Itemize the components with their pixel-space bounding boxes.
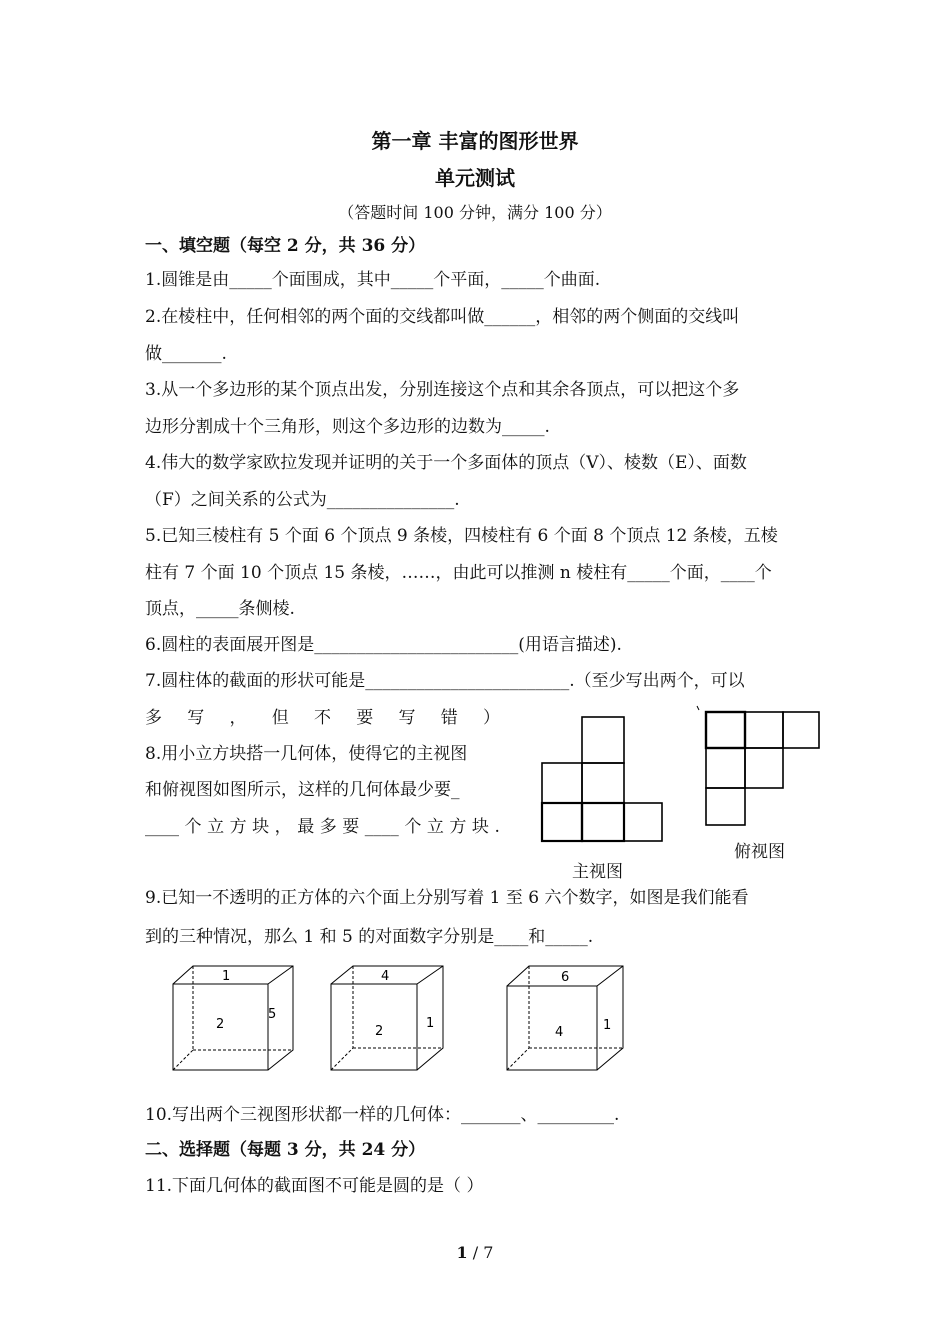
section-heading-fill-in: 一、填空题（每空 2 分，共 36 分） — [145, 236, 426, 256]
front-view-cell — [582, 717, 624, 763]
question-8-line-2: 和俯视图如图所示，这样的几何体最少要_ — [145, 780, 460, 800]
cube-3-front-number: 4 — [555, 1025, 564, 1040]
cube-1-top-number: 1 — [222, 969, 231, 984]
cube-hidden-edge — [507, 1048, 529, 1070]
cube-figure-3 — [503, 962, 638, 1074]
cube-hidden-edge — [173, 1050, 193, 1070]
question-6: 6.圆柱的表面展开图是________________________(用语言描述). — [145, 635, 622, 655]
cube-figure-1 — [165, 962, 300, 1074]
page-number: 1 / 7 — [456, 1243, 494, 1262]
question-11: 11.下面几何体的截面图不可能是圆的是（ ） — [145, 1176, 484, 1196]
question-7-line-1: 7.圆柱体的截面的形状可能是________________________.（至少写出两个，可以 — [145, 671, 745, 691]
cube-1-front-number: 2 — [216, 1017, 225, 1032]
cube-3-side-number: 1 — [603, 1018, 612, 1033]
question-2-line-2: 做_______. — [145, 344, 227, 364]
question-7-line-2: 多 写 ， 但 不 要 写 错 ） — [145, 708, 500, 728]
front-view-cell — [582, 803, 624, 841]
cube-front-face — [331, 984, 417, 1070]
top-view-cell — [706, 748, 745, 788]
question-8-line-1: 8.用小立方块搭一几何体，使得它的主视图 — [145, 744, 468, 764]
section-heading-multiple-choice: 二、选择题（每题 3 分，共 24 分） — [145, 1140, 426, 1160]
top-view-cell — [783, 712, 819, 748]
cube-edge — [268, 966, 293, 984]
question-9-line-2: 到的三种情况，那么 1 和 5 的对面数字分别是____和_____. — [145, 927, 594, 947]
cube-2-top-number: 4 — [381, 969, 390, 984]
front-view-cell — [542, 763, 582, 803]
question-9-line-1: 9.已知一不透明的正方体的六个面上分别写着 1 至 6 六个数字，如图是我们能看 — [145, 888, 749, 908]
top-view-label: 俯视图 — [734, 842, 785, 862]
question-5-line-3: 顶点，_____条侧棱. — [145, 599, 295, 619]
front-view-figure — [540, 715, 665, 845]
front-view-label: 主视图 — [572, 862, 623, 882]
top-view-cell — [745, 712, 783, 748]
cube-3-top-number: 6 — [561, 970, 570, 985]
cube-edge — [597, 966, 623, 986]
question-4-line-2: （F）之间关系的公式为_______________. — [145, 490, 460, 510]
page-title: 第一章 丰富的图形世界 — [371, 129, 579, 153]
cube-figure-2 — [327, 962, 462, 1074]
question-2-line-1: 2.在棱柱中，任何相邻的两个面的交线都叫做______，相邻的两个侧面的交线叫 — [145, 307, 740, 327]
question-5-line-2: 柱有 7 个面 10 个顶点 15 条棱，……，由此可以推测 n 棱柱有_____个面，____个 — [145, 563, 772, 583]
cube-hidden-edge — [331, 1048, 353, 1070]
cube-1-side-number: 5 — [268, 1007, 277, 1022]
cube-2-front-number: 2 — [375, 1024, 384, 1039]
top-view-cell — [706, 788, 745, 825]
question-5-line-1: 5.已知三棱柱有 5 个面 6 个顶点 9 条棱，四棱柱有 6 个面 8 个顶点 12 条棱，五棱 — [145, 526, 778, 546]
cube-front-face — [507, 986, 597, 1070]
page-subtitle: 单元测试 — [435, 166, 515, 190]
cube-2-side-number: 1 — [426, 1016, 435, 1031]
question-8-line-3: ____ 个 立 方 块 ， 最 多 要 ____ 个 立 方 块 . — [145, 817, 500, 837]
question-4-line-1: 4.伟大的数学家欧拉发现并证明的关于一个多面体的顶点（V）、棱数（E）、面数 — [145, 453, 747, 473]
top-view-cell — [706, 712, 745, 748]
stray-mark — [697, 706, 699, 710]
question-3-line-1: 3.从一个多边形的某个顶点出发，分别连接这个点和其余各顶点，可以把这个多 — [145, 380, 740, 400]
top-view-cell — [745, 748, 783, 788]
question-10: 10.写出两个三视图形状都一样的几何体：_______、_________. — [145, 1105, 620, 1125]
question-1: 1.圆锥是由_____个面围成，其中_____个平面，_____个曲面. — [145, 270, 601, 290]
top-view-figure — [680, 700, 825, 830]
front-view-cell — [624, 803, 662, 841]
time-note: （答题时间 100 分钟，满分 100 分） — [338, 203, 612, 222]
question-3-line-2: 边形分割成十个三角形，则这个多边形的边数为_____. — [145, 417, 550, 437]
cube-edge — [417, 966, 443, 984]
front-view-cell — [542, 803, 582, 841]
front-view-cell — [582, 763, 624, 803]
